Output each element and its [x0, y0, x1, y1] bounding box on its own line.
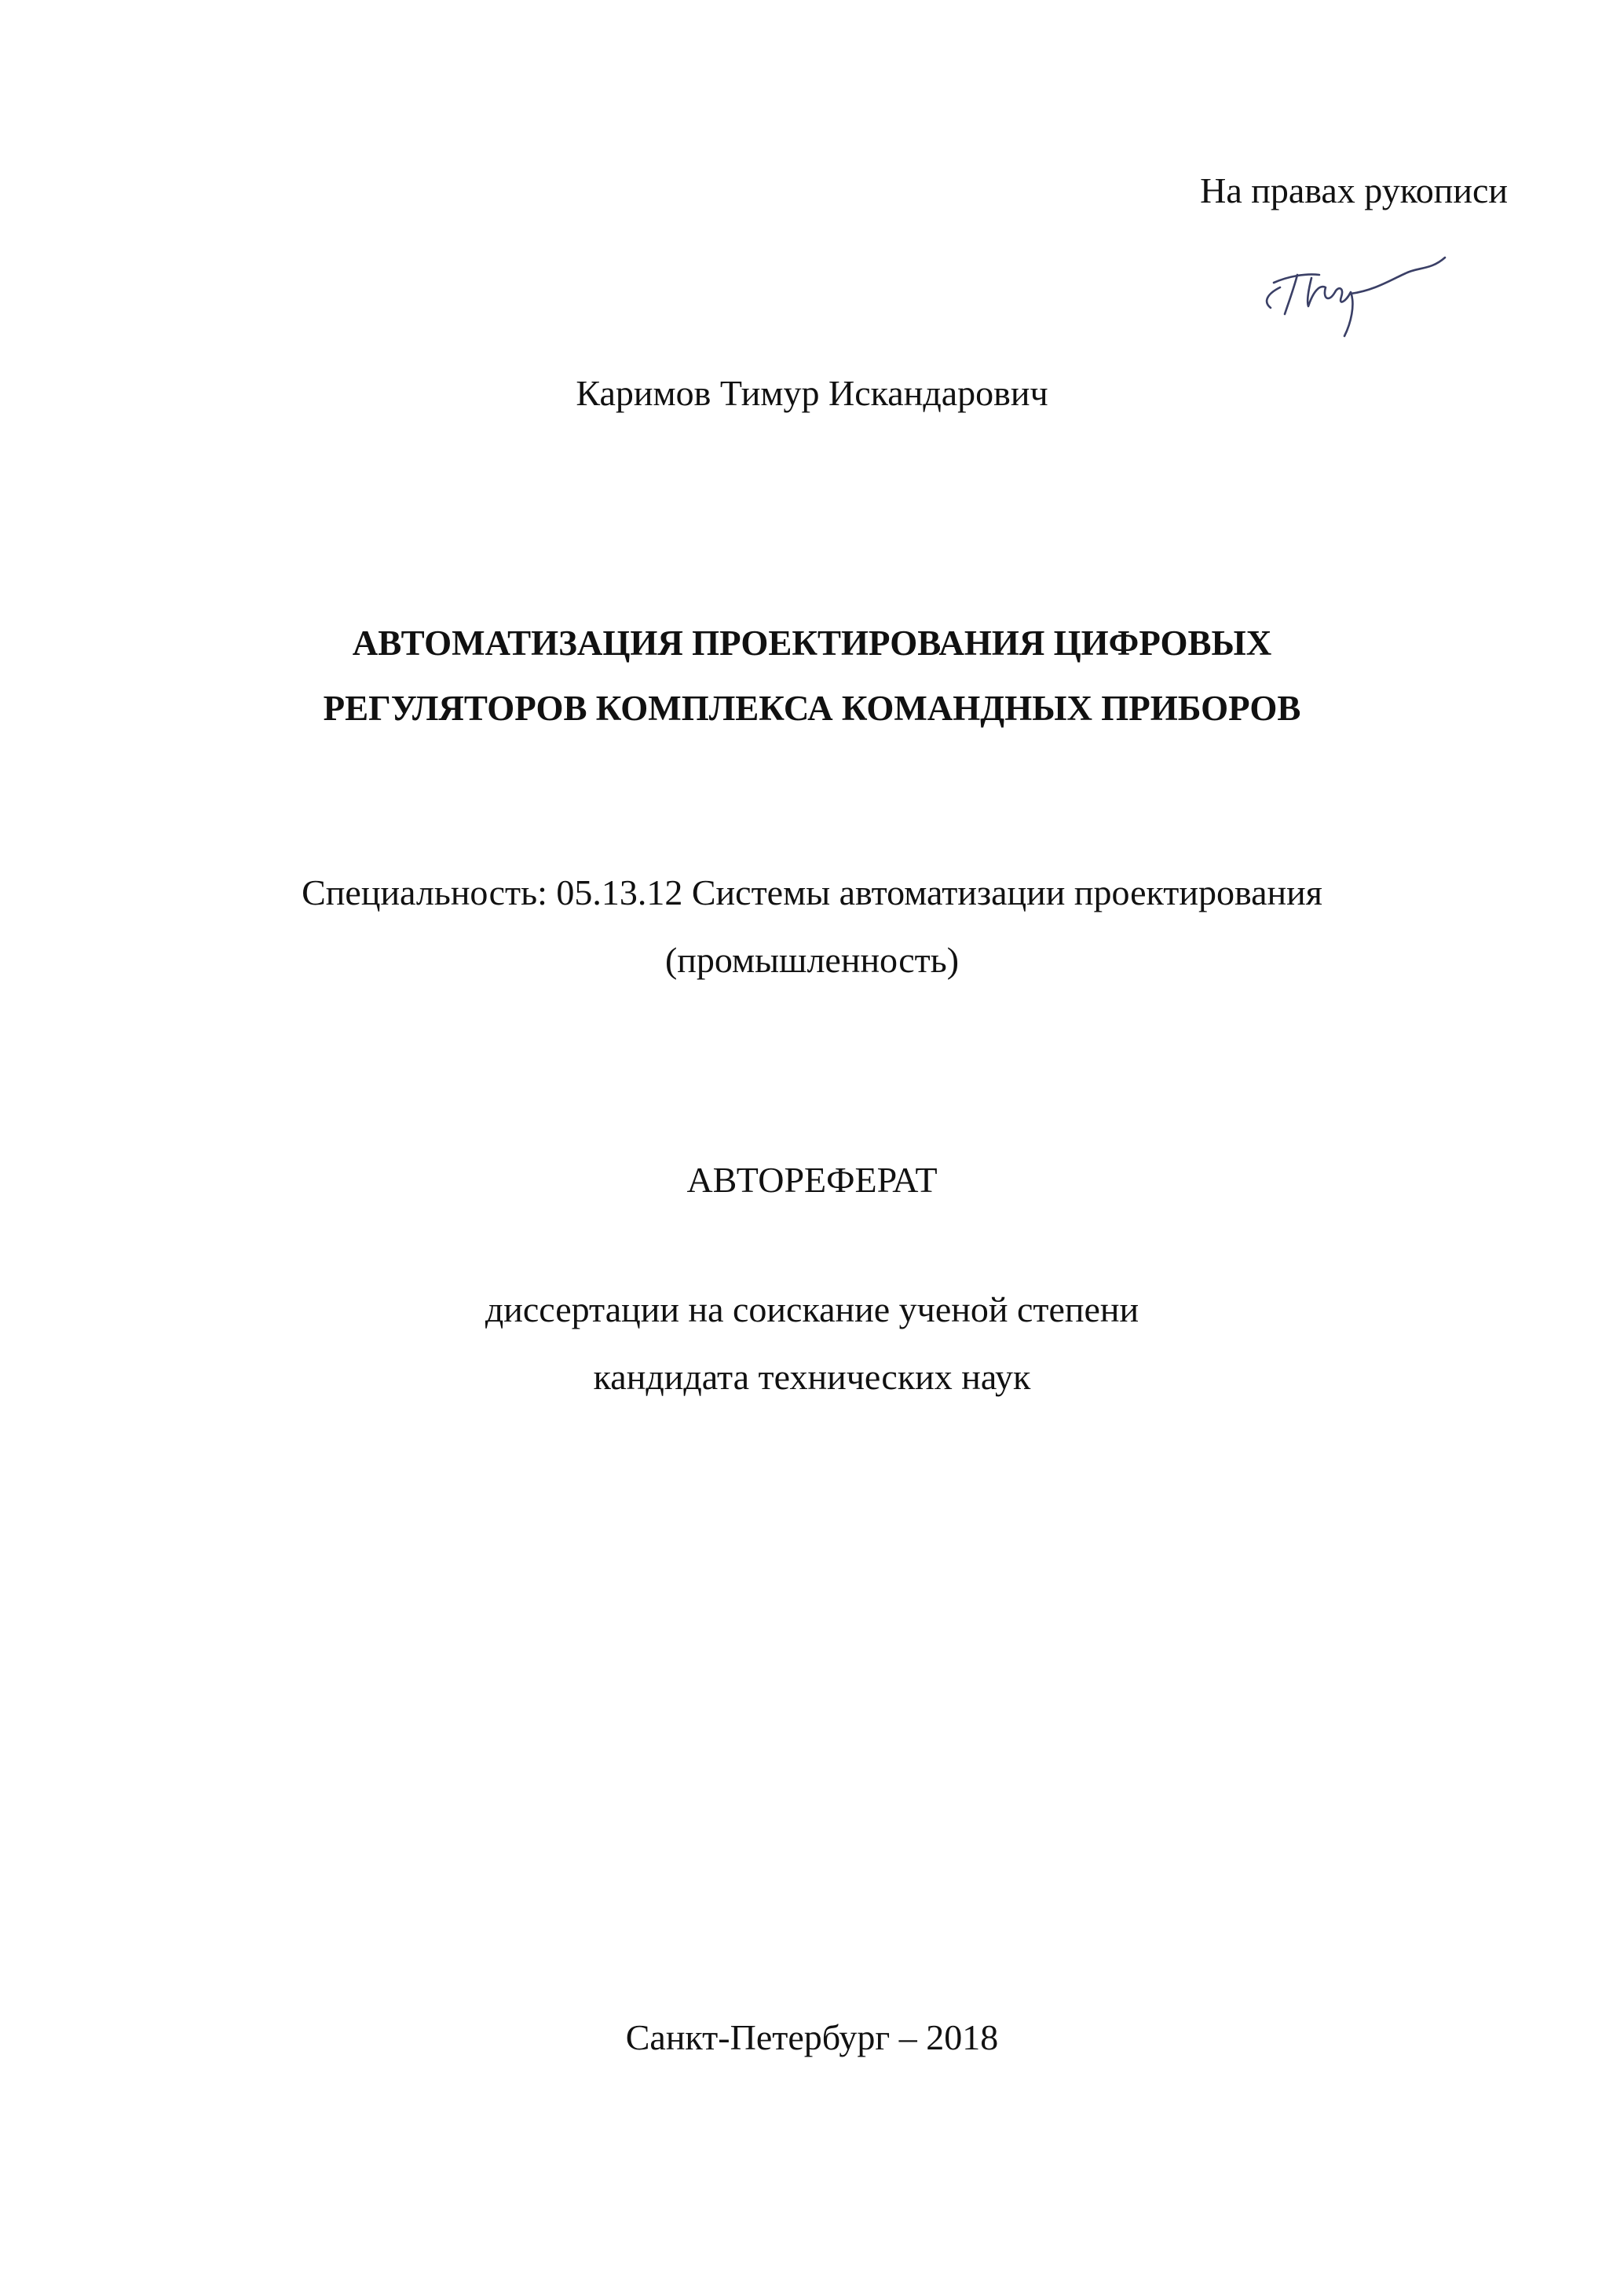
title-line-2: РЕГУЛЯТОРОВ КОМПЛЕКСА КОМАНДНЫХ ПРИБОРОВ [323, 689, 1301, 728]
document-type: АВТОРЕФЕРАТ [686, 1160, 938, 1200]
dissertation-line-1: диссертации на соискание ученой степени [485, 1289, 1139, 1329]
rights-note: На правах рукописи [1200, 170, 1508, 210]
author-name: Каримов Тимур Искандарович [576, 373, 1048, 413]
specialty-line-2: (промышленность) [664, 940, 960, 980]
specialty-line-1: Специальность: 05.13.12 Системы автоматизации проектирования [302, 872, 1322, 912]
city-year: Санкт-Петербург – 2018 [625, 2017, 999, 2057]
handwritten-signature-icon [1256, 236, 1461, 338]
title-line-1: АВТОМАТИЗАЦИЯ ПРОЕКТИРОВАНИЯ ЦИФРОВЫХ [352, 623, 1272, 663]
signature-stroke-stem [1285, 275, 1297, 314]
signature-stroke-tail [1351, 258, 1445, 294]
signature-stroke-hook [1267, 287, 1280, 308]
signature-stroke-letters [1308, 278, 1352, 336]
dissertation-line-2: кандидата технических наук [593, 1357, 1031, 1397]
